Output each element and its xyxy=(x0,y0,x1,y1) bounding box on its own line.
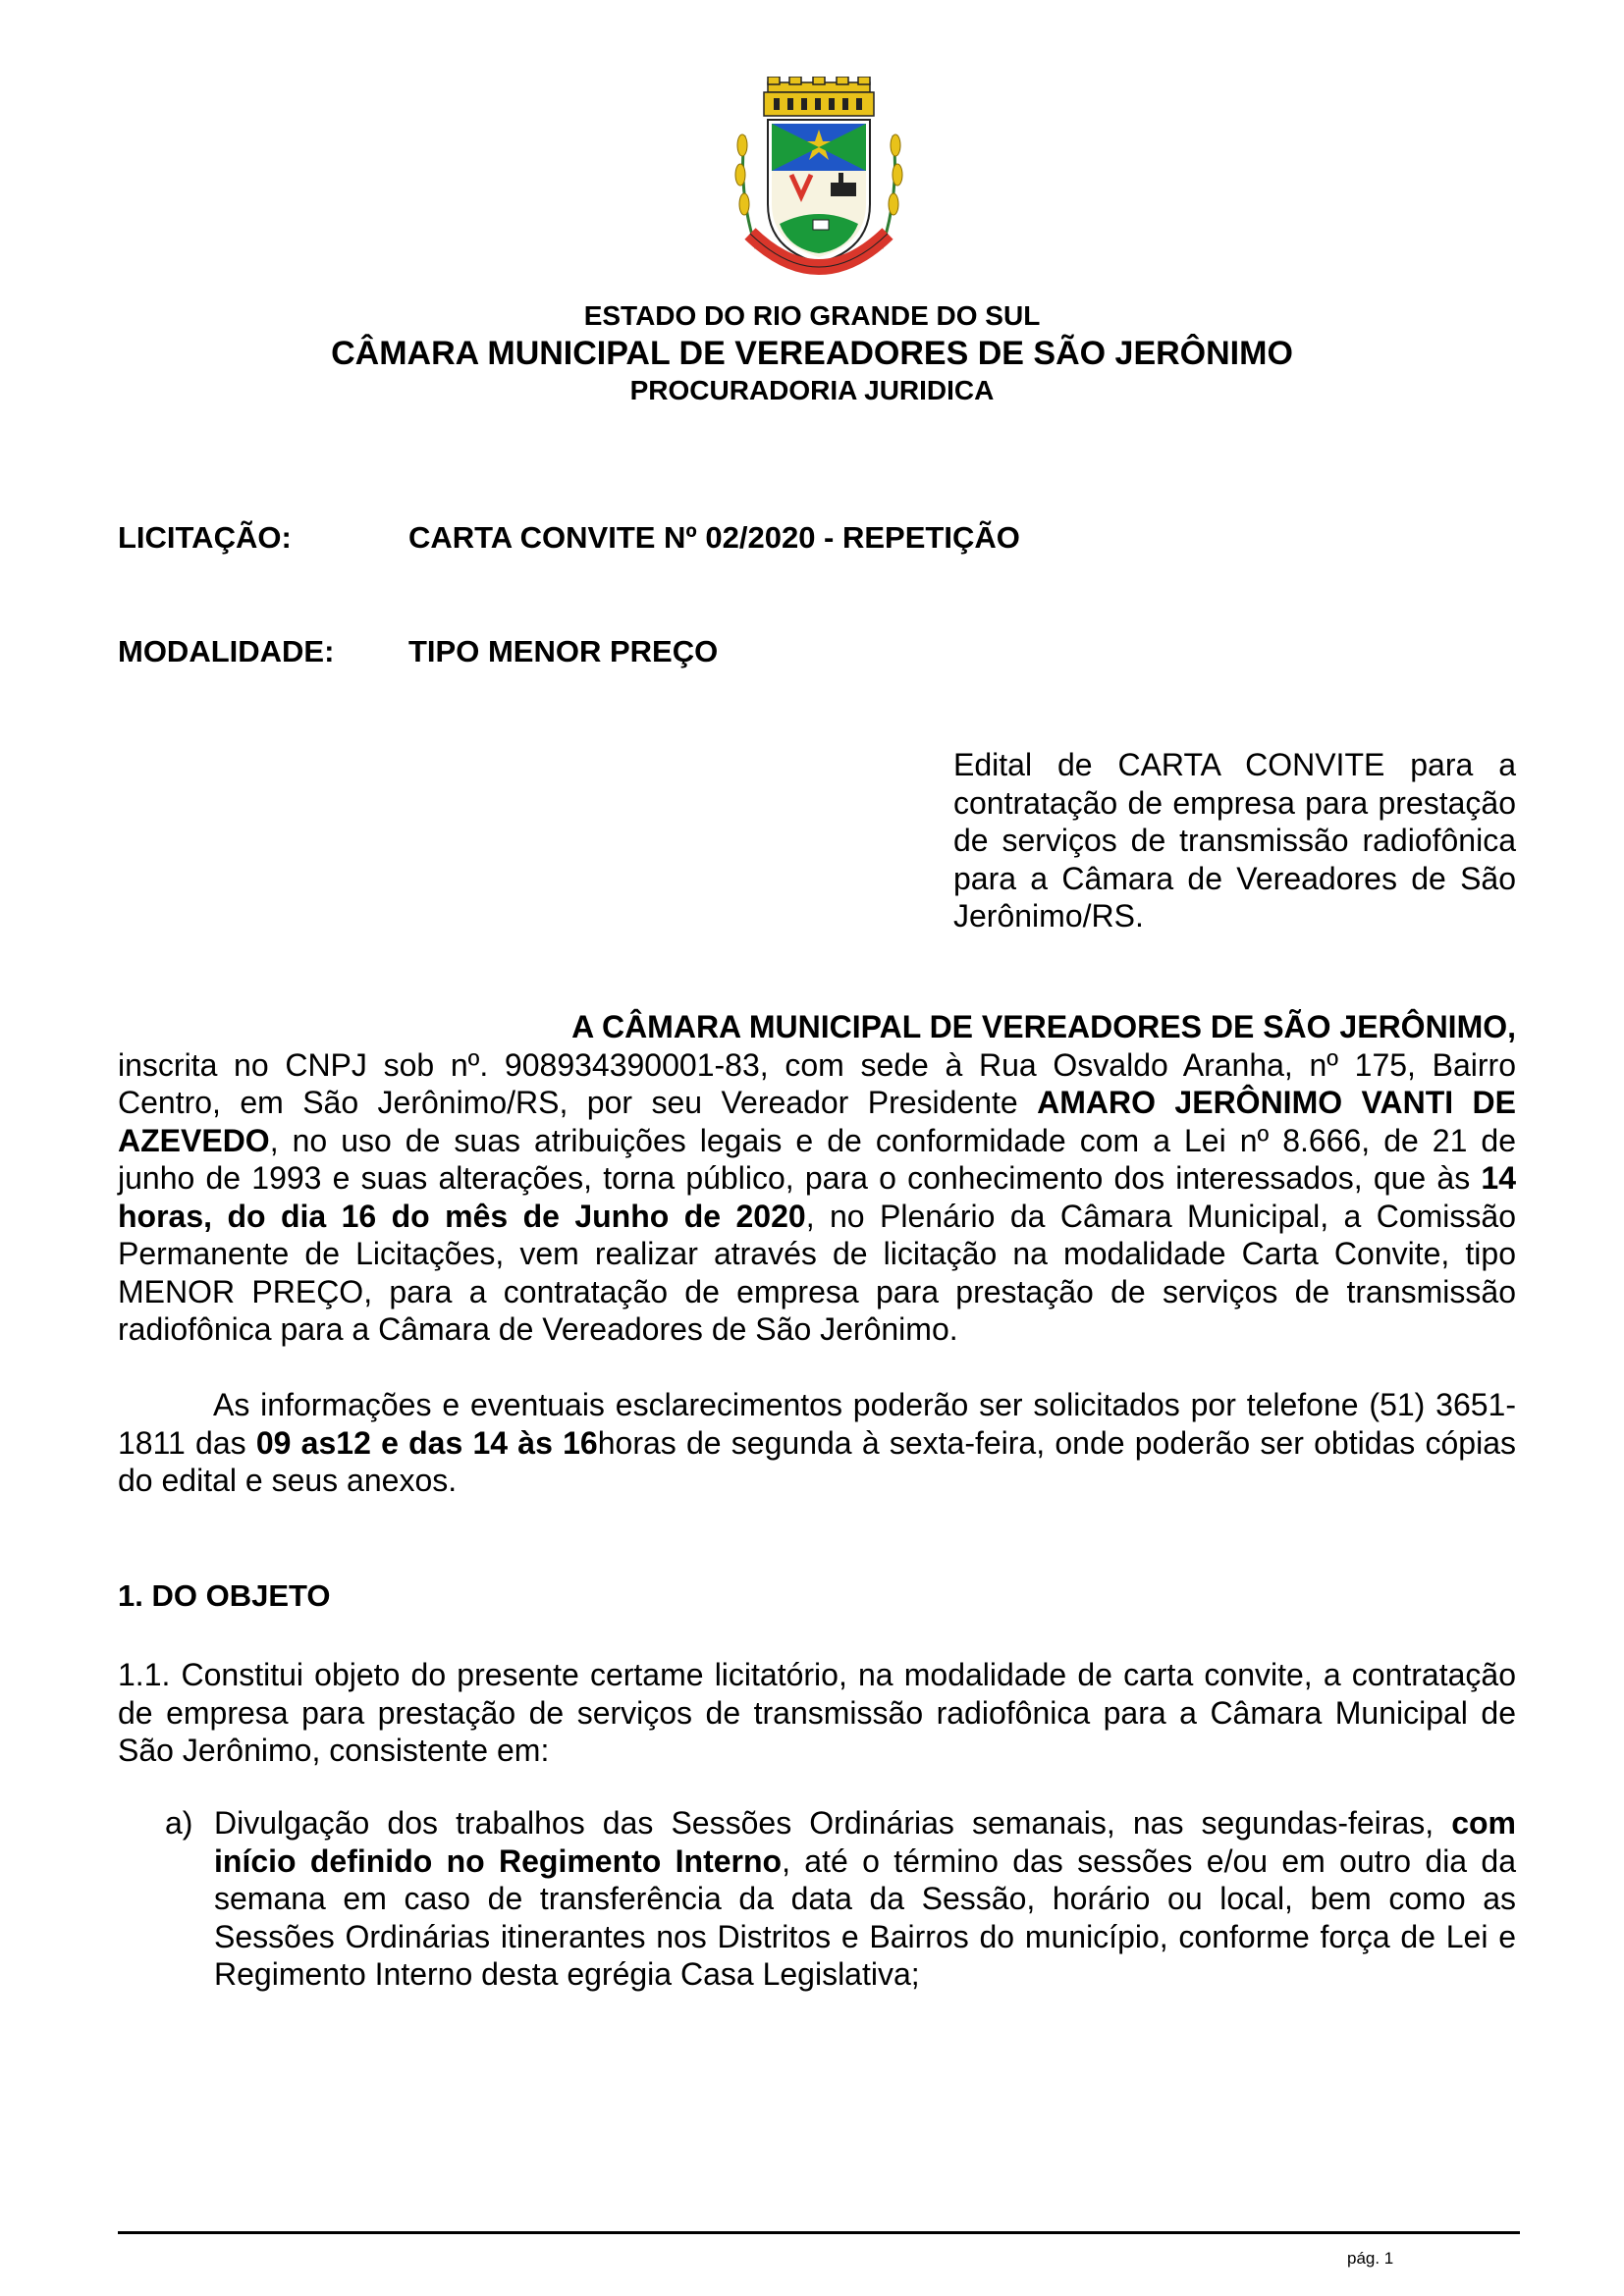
object-paragraph: 1.1. Constitui objeto do presente certame licitatório, na modalidade de carta convite, a contratação de empresa para prestação de serviços de transmissão radiofônica para a Câmara Municipal de São Jerônimo, consistente em: xyxy=(118,1657,1516,1768)
info-text-2: horas de segunda à sexta-feira, onde poderão ser obtidas cópias do edital e seus anexos. xyxy=(118,1424,1517,1498)
info-hours: 09 as12 e das 14 às 16 xyxy=(255,1424,598,1461)
info-text-1: As informações e eventuais esclarecimentos poderão ser solicitados por telefone (51) 3651- 1811 das xyxy=(118,1387,1516,1461)
list-item-marker: a) xyxy=(165,1805,193,1841)
municipal-coat-of-arms-icon xyxy=(731,77,907,302)
header-state: ESTADO DO RIO GRANDE DO SUL xyxy=(583,300,1041,331)
intro-paragraph xyxy=(118,1008,1516,1349)
list-item-text xyxy=(214,1804,1516,1994)
item-bold: com início definido no Regimento Interno xyxy=(214,1805,1516,1879)
info-paragraph xyxy=(118,1386,1516,1500)
intro-text-3: , no Plenário da Câmara Municipal, a Comissão Permanente de Licitações, vem realizar através de licitação na modalidade Carta Convite, tipo MENOR PREÇO, para a contratação de empresa para prestação de serviços de transmissão radiofônica para a Câmara de Vereadores de São Jerônimo. xyxy=(118,1198,1517,1347)
intro-text-2: , no uso de suas atribuições legais e de conformidade com a Lei nº 8.666, de 21 de junho de 1993 e suas alterações, torna público, para o conhecimento dos interessados, que às xyxy=(118,1122,1516,1196)
intro-text-1: inscrita no CNPJ sob nº. 908934390001-83, com sede à Rua Osvaldo Aranha, nº 175, Bairro Centro, em São Jerônimo/RS, por seu Vereador Presidente xyxy=(118,1046,1516,1120)
item-text-2: , até o término das sessões e/ou em outro dia da semana em caso de transferência da data da Sessão, horário ou local, bem como as Sessões Ordinárias itinerantes nos Distritos e Bairros do município, conforme força de Lei e Regimento Interno desta egrégia Casa Legislativa; xyxy=(214,1842,1517,1992)
item-text-1: Divulgação dos trabalhos das Sessões Ordinárias semanais, nas segundas-feiras, xyxy=(214,1805,1452,1841)
intro-president: AMARO JERÔNIMO VANTI DE AZEVEDO xyxy=(118,1085,1517,1158)
modalidade-label: MODALIDADE: xyxy=(118,634,335,668)
licitacao-label: LICITAÇÃO: xyxy=(118,520,292,555)
modalidade-value: TIPO MENOR PREÇO xyxy=(408,634,719,668)
section-title: 1. DO OBJETO xyxy=(118,1578,331,1613)
header-chamber: CÂMARA MUNICIPAL DE VEREADORES DE SÃO JERÔNIMO xyxy=(331,335,1293,372)
page-number: pág. 1 xyxy=(1347,2249,1394,2268)
header-department: PROCURADORIA JURIDICA xyxy=(629,375,995,405)
footer-rule xyxy=(118,2231,1520,2234)
edital-summary: Edital de CARTA CONVITE para a contratação de empresa para prestação de serviços de transmissão radiofônica para a Câmara de Vereadores de São Jerônimo/RS. xyxy=(953,747,1516,934)
licitacao-value: CARTA CONVITE Nº 02/2020 - REPETIÇÃO xyxy=(408,520,1020,555)
intro-lead: A CÂMARA MUNICIPAL DE VEREADORES DE SÃO JERÔNIMO, xyxy=(571,1009,1516,1044)
intro-datetime: 14 horas, do dia 16 do mês de Junho de 2020 xyxy=(118,1160,1516,1234)
